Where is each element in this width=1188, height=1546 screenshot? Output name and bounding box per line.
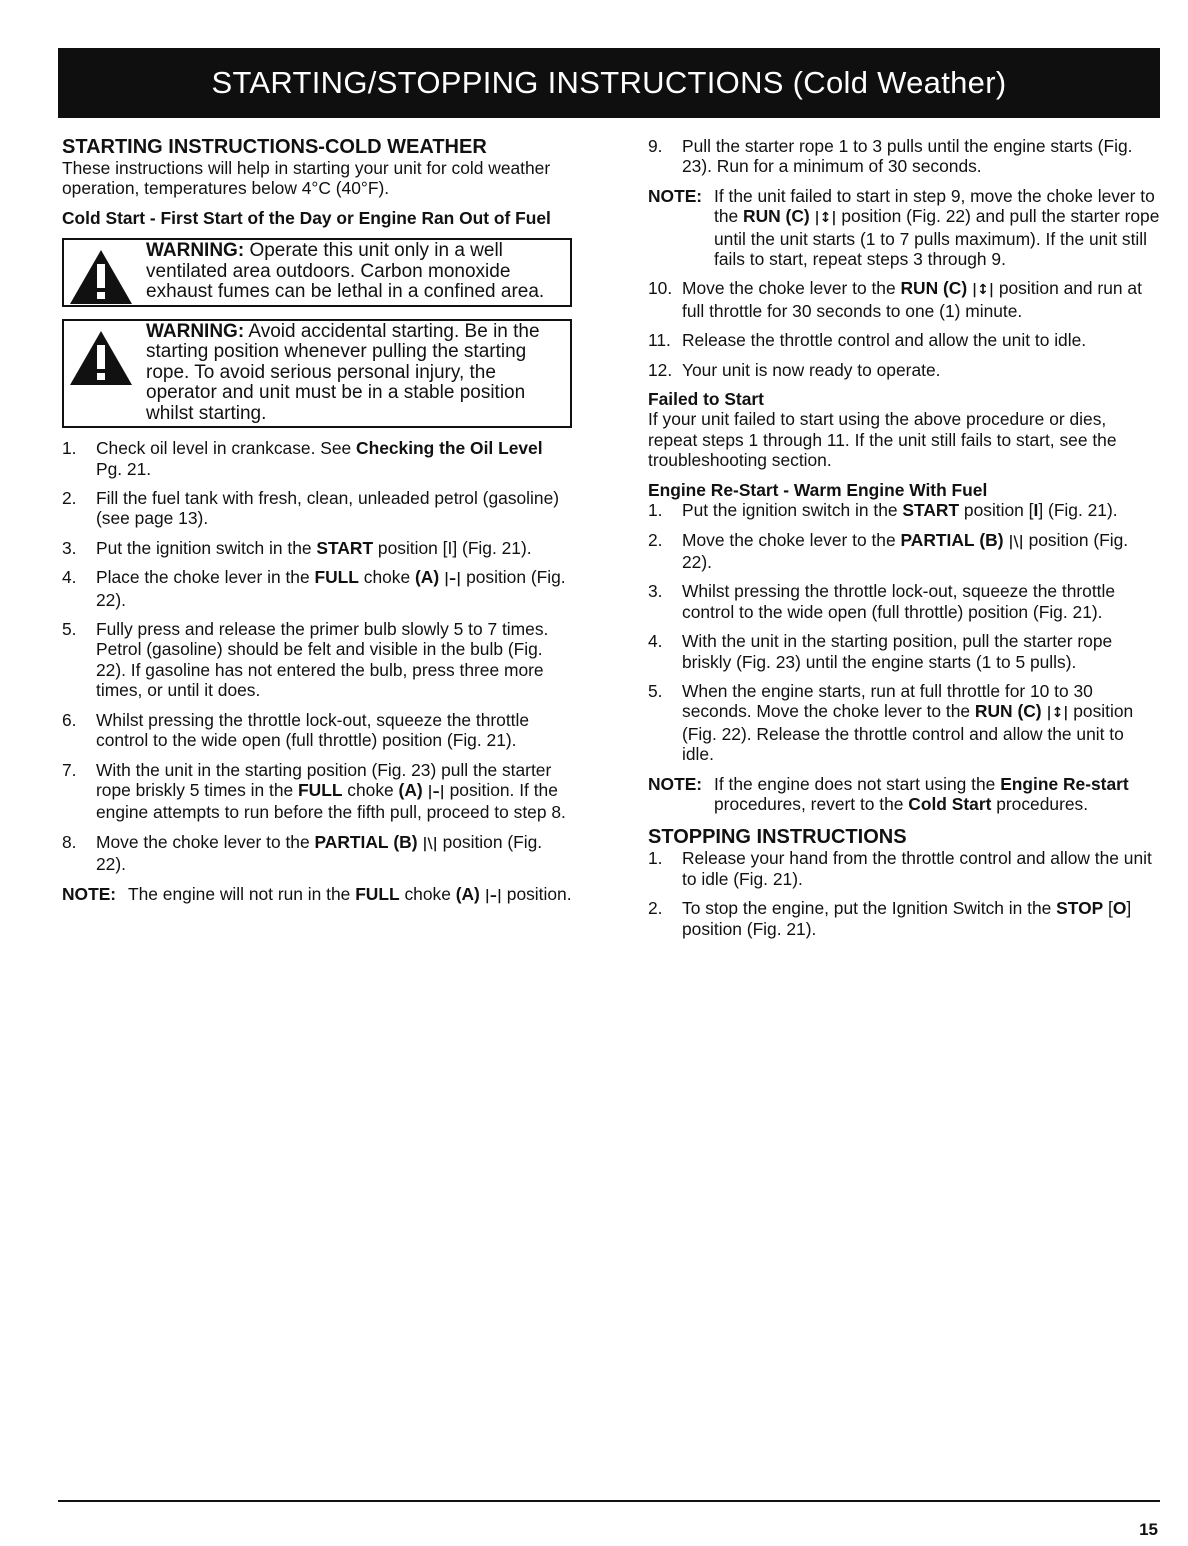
warning-triangle-icon [68, 329, 134, 387]
list-item: 3. Put the ignition switch in the START position [I] (Fig. 21). [62, 537, 532, 558]
run-choke-symbol-icon: |↕| [972, 282, 994, 299]
list-item: 11. Release the throttle control and allow the unit to idle. [648, 330, 1087, 351]
right-column [648, 136, 1160, 939]
list-item: 9. Pull the starter rope 1 to 3 pulls until the engine starts (Fig. 23). Run for a minimum of 30 seconds. [648, 136, 1133, 177]
cold-start-steps [62, 438, 572, 874]
stopping-heading: STOPPING INSTRUCTIONS [648, 826, 907, 849]
list-item: 8. Move the choke lever to the PARTIAL (B) |\| position (Fig. 22). [62, 831, 543, 875]
list-item: 5. When the engine starts, run at full throttle for 10 to 30 seconds. Move the choke lever to the RUN (C) |↕| position (Fig. 22). Release the throttle control and allow the unit to idle. [648, 680, 1134, 765]
partial-choke-symbol-icon: |\| [1008, 533, 1024, 550]
list-item: 3. Whilst pressing the throttle lock-out, squeeze the throttle control to the wide open (full throttle) position (Fig. 21). [648, 581, 1116, 622]
failed-to-start-heading: Failed to Start [648, 389, 764, 410]
restart-steps [648, 500, 1160, 764]
failed-to-start-text: If your unit failed to start using the above procedure or dies, repeat steps 1 through 11. If the unit still fails to start, see the troubleshooting section. [648, 409, 1117, 471]
full-choke-symbol-icon: |–| [484, 887, 502, 904]
note-failed-step-9: NOTE: If the unit failed to start in step 9, move the choke lever to the RUN (C) |↕| position (Fig. 22) and pull the starter rope until the unit starts (1 to 7 pulls maximum). If the unit still fails to start, repeat steps 3 through 9. [648, 185, 1160, 270]
warning-label: WARNING: [146, 320, 245, 342]
warning-text: Avoid accidental starting. Be in the starting position whenever pulling the starting rope. To avoid serious personal injury, the operator and unit must be in a stable position whilst starting. [146, 320, 540, 424]
stopping-steps [648, 848, 1160, 939]
intro-text: These instructions will help in starting your unit for cold weather operation, temperatures below 4°C (40°F). [62, 158, 551, 199]
list-item: 2. To stop the engine, put the Ignition Switch in the STOP [O] position (Fig. 21). [648, 898, 1132, 939]
list-item: 4. With the unit in the starting position, pull the starter rope briskly (Fig. 23) until the engine starts (1 to 5 pulls). [648, 631, 1113, 672]
cold-start-subheading: Cold Start - First Start of the Day or Engine Ran Out of Fuel [62, 207, 551, 228]
page-banner: STARTING/STOPPING INSTRUCTIONS (Cold Weather) [58, 48, 1160, 118]
left-column [62, 136, 572, 906]
warning-triangle-icon [68, 248, 134, 306]
warning-text: Operate this unit only in a well ventilated area outdoors. Carbon monoxide exhaust fumes can be lethal in a confined area. [146, 240, 545, 303]
warning-box-carbon-monoxide [62, 238, 572, 307]
section-heading-cold-weather: STARTING INSTRUCTIONS-COLD WEATHER [62, 136, 487, 158]
list-item: 1. Put the ignition switch in the START position [I] (Fig. 21). [648, 500, 1118, 521]
full-choke-symbol-icon: |–| [444, 571, 462, 588]
list-item: 2. Move the choke lever to the PARTIAL (B) |\| position (Fig. 22). [648, 529, 1129, 572]
full-choke-symbol-icon: |–| [427, 783, 445, 800]
list-item: 1. Release your hand from the throttle control and allow the unit to idle (Fig. 21). [648, 848, 1152, 889]
warning-label: WARNING: [146, 240, 245, 262]
list-item: 1. Check oil level in crankcase. See Checking the Oil Level Pg. 21. [62, 438, 543, 479]
page-number: 15 [1139, 1520, 1158, 1539]
list-item: 6. Whilst pressing the throttle lock-out, squeeze the throttle control to the wide open (full throttle) position (Fig. 21). [62, 709, 530, 751]
warning-box-accidental-starting [62, 319, 572, 429]
restart-heading: Engine Re-Start - Warm Engine With Fuel [648, 479, 988, 500]
note-full-choke: NOTE: The engine will not run in the FULL choke (A) |–| position. [62, 883, 572, 904]
note-restart: NOTE: If the engine does not start using the Engine Re-start procedures, revert to the Cold Start procedures. [648, 773, 1129, 814]
cold-start-steps-continued [648, 136, 1160, 177]
list-item: 12. Your unit is now ready to operate. [648, 359, 941, 380]
list-item: 4. Place the choke lever in the FULL choke (A) |–| position (Fig. 22). [62, 567, 566, 610]
run-choke-symbol-icon: |↕| [814, 210, 837, 227]
footer-rule [58, 1500, 1160, 1502]
partial-choke-symbol-icon: |\| [422, 835, 438, 852]
list-item: 10. Move the choke lever to the RUN (C) |↕| position and run at full throttle for 30 seconds to one (1) minute. [648, 278, 1142, 321]
list-item: 7. With the unit in the starting position (Fig. 23) pull the starter rope briskly 5 times in the FULL choke (A) |–| position. If the engine attempts to run before the fifth pull, proceed to step 8. [62, 759, 566, 823]
list-item: 5. Fully press and release the primer bulb slowly 5 to 7 times. Petrol (gasoline) should be felt and visible in the bulb (Fig. 22). If gasoline has not entered the bulb, press three more times, or until it does. [62, 619, 549, 701]
run-choke-symbol-icon: |↕| [1046, 705, 1069, 722]
cold-start-steps-final [648, 278, 1160, 380]
list-item: 2. Fill the fuel tank with fresh, clean, unleaded petrol (gasoline) (see page 13). [62, 488, 560, 529]
